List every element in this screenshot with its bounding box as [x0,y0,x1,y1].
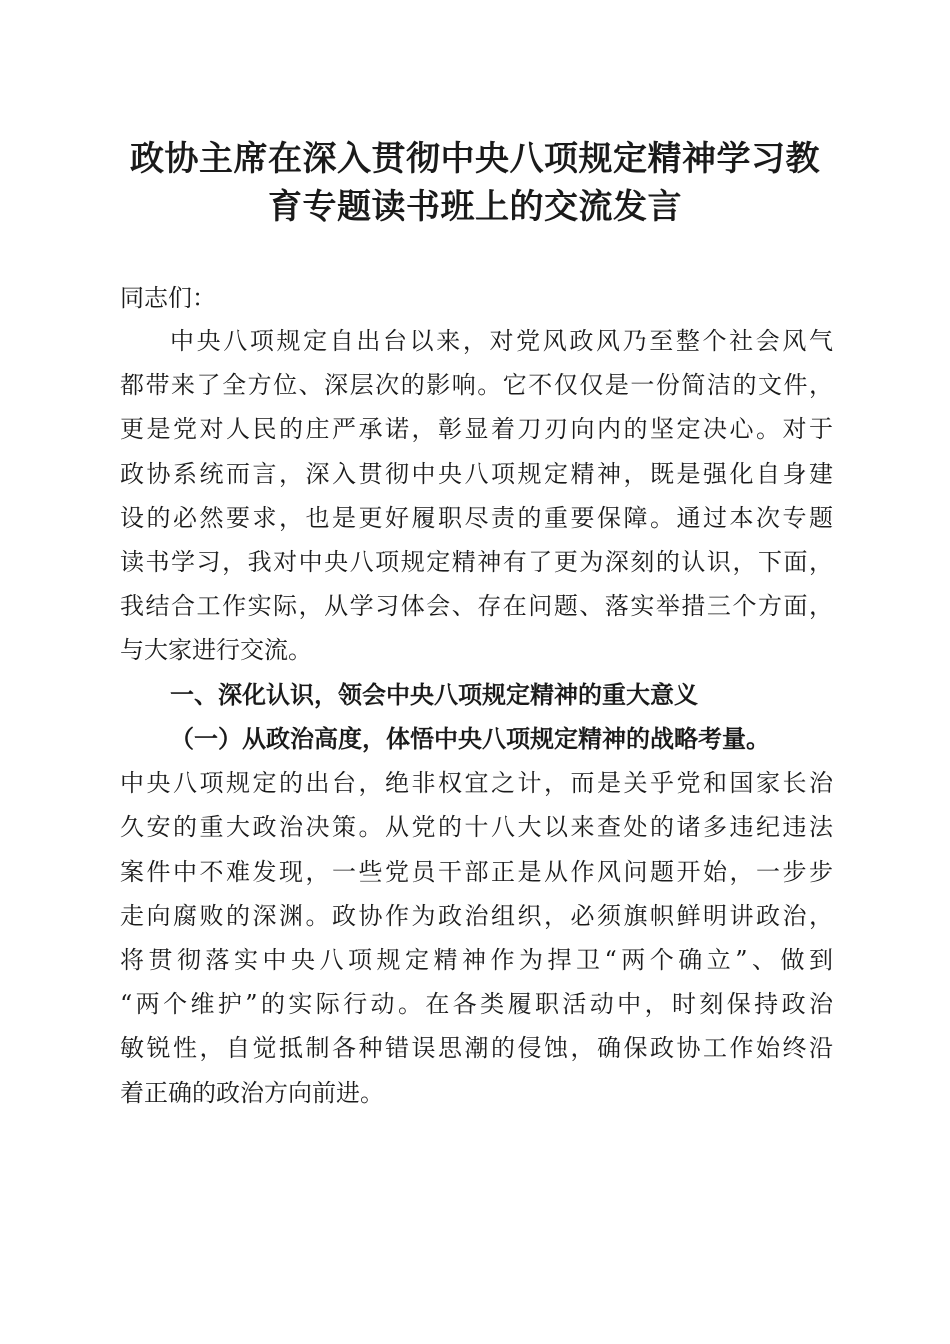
paragraph-1-line: 读书学习，我对中央八项规定精神有了更为深刻的认识，下面， [120,548,833,576]
paragraph-2-line: 将贯彻落实中央八项规定精神作为捍卫“两个确立”、做到 [120,946,833,974]
paragraph-1-line: 与大家进行交流。 [120,636,312,664]
document-title-line-1: 政协主席在深入贯彻中央八项规定精神学习教 [130,139,820,179]
paragraph-1-line: 设的必然要求，也是更好履职尽责的重要保障。通过本次专题 [120,504,833,532]
paragraph-2-line: “两个维护”的实际行动。在各类履职活动中，时刻保持政治 [120,990,833,1018]
paragraph-1-line: 更是党对人民的庄严承诺，彰显着刀刃向内的坚定决心。对于 [120,415,833,443]
paragraph-2-line: 久安的重大政治决策。从党的十八大以来查处的诸多违纪违法 [120,813,833,841]
paragraph-1-line: 都带来了全方位、深层次的影响。它不仅仅是一份简洁的文件， [120,371,833,399]
paragraph-1-line: 政协系统而言，深入贯彻中央八项规定精神，既是强化自身建 [120,460,833,488]
paragraph-2-line: 走向腐败的深渊。政协作为政治组织，必须旗帜鲜明讲政治， [120,902,833,930]
salutation: 同志们： [120,284,216,312]
paragraph-2-line: 中央八项规定的出台，绝非权宜之计，而是关乎党和国家长治 [120,769,833,797]
paragraph-2-line: 着正确的政治方向前进。 [120,1079,384,1107]
subsection-heading: （一）从政治高度，体悟中央八项规定精神的战略考量。 [170,724,770,753]
paragraph-2-line: 敏锐性，自觉抵制各种错误思潮的侵蚀，确保政协工作始终沿 [120,1034,833,1062]
paragraph-1-line: 中央八项规定自出台以来，对党风政风乃至整个社会风气 [170,327,833,355]
paragraph-1-line: 我结合工作实际，从学习体会、存在问题、落实举措三个方面， [120,592,833,620]
paragraph-2-line: 案件中不难发现，一些党员干部正是从作风问题开始，一步步 [120,858,833,886]
section-heading: 一、深化认识，领会中央八项规定精神的重大意义 [170,681,698,709]
document-title-line-2: 育专题读书班上的交流发言 [268,187,682,227]
